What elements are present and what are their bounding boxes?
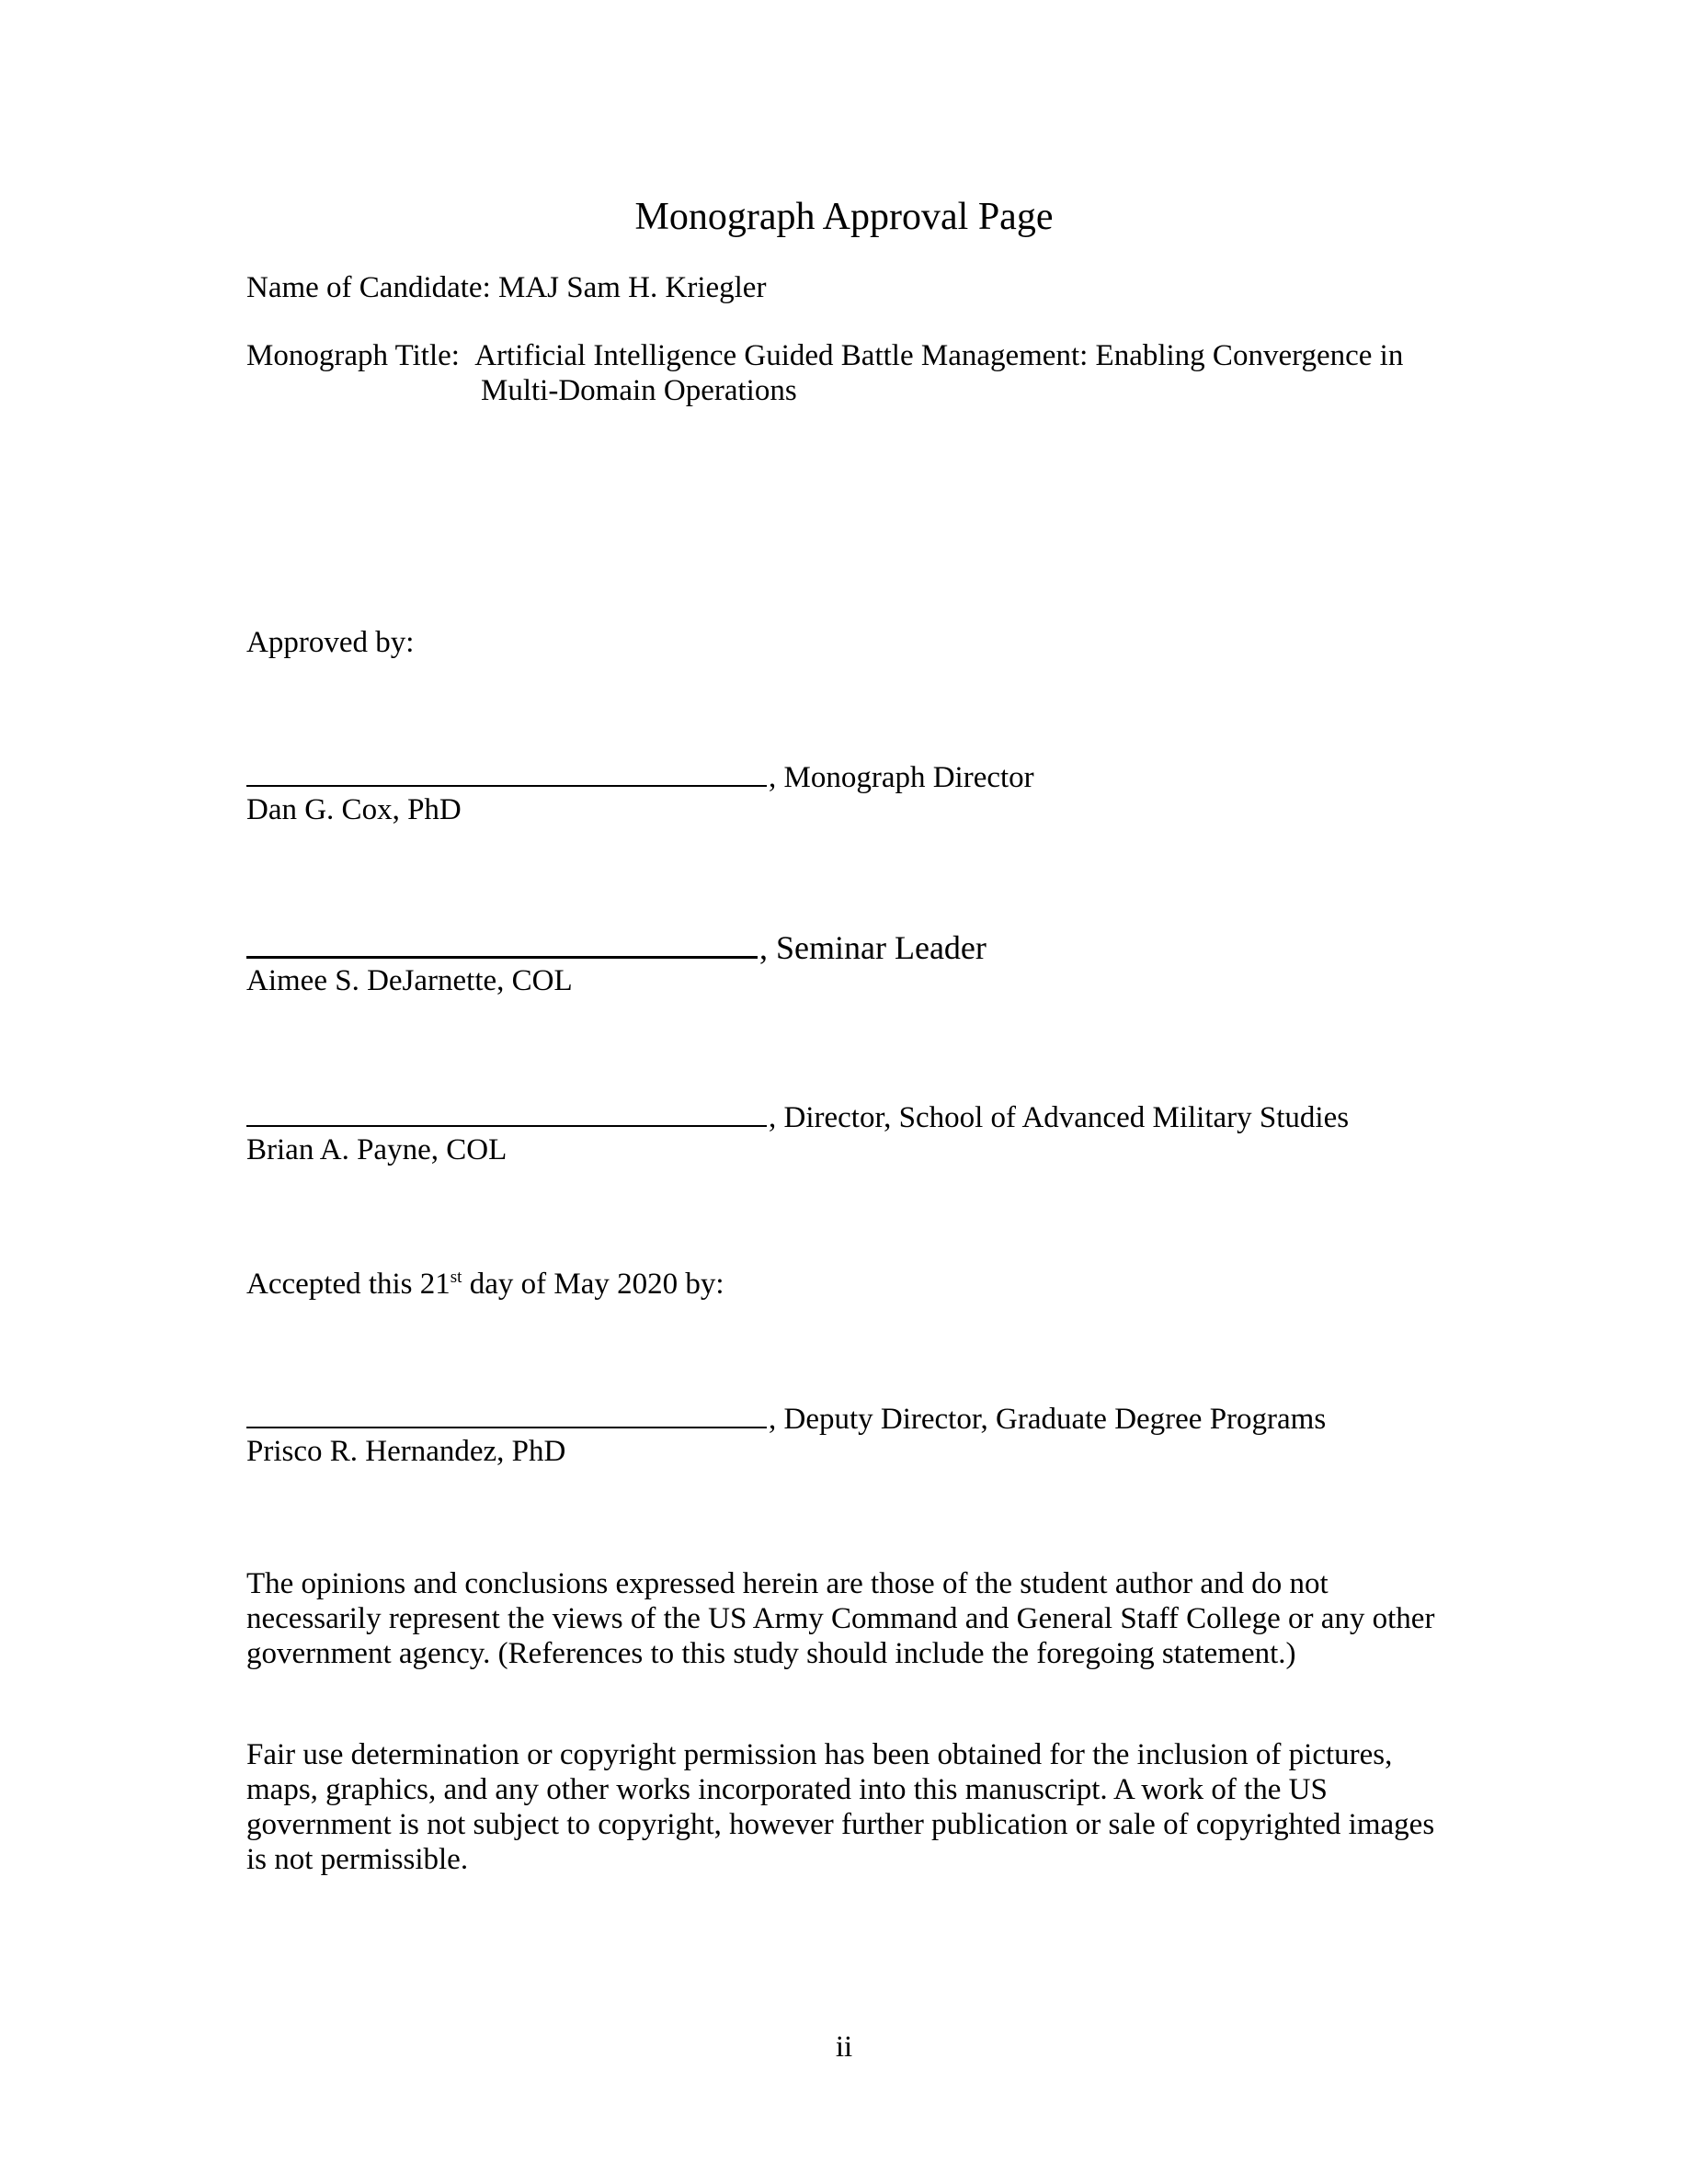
signature-blank bbox=[246, 757, 767, 787]
monograph-title-block bbox=[246, 338, 1403, 373]
signature-line-sams-director bbox=[246, 1098, 1349, 1135]
accepted-suffix: day of May 2020 by: bbox=[462, 1268, 724, 1301]
signatory-name-deputy-director: Prisco R. Hernandez, PhD bbox=[246, 1435, 566, 1468]
approved-by-label: Approved by: bbox=[246, 626, 415, 659]
signature-line-seminar-leader bbox=[246, 928, 987, 967]
signature-blank bbox=[246, 928, 758, 959]
signatory-name-director: Dan G. Cox, PhD bbox=[246, 793, 462, 826]
monograph-title-line-1: Artificial Intelligence Guided Battle Management: Enabling Convergence in bbox=[474, 339, 1404, 372]
candidate-line: Name of Candidate: MAJ Sam H. Kriegler bbox=[246, 271, 767, 304]
accepted-line bbox=[246, 1267, 724, 1302]
signatory-name-seminar-leader: Aimee S. DeJarnette, COL bbox=[246, 964, 573, 997]
signature-role: , Director, School of Advanced Military Studies bbox=[769, 1101, 1350, 1134]
copyright-paragraph: Fair use determination or copyright permission has been obtained for the inclusion of pictures, maps, graphics, and any other works incorporated into this manuscript. A work of the US government is not subject to copyright, however further publication or sale of copyrighted images is not permissible. bbox=[246, 1738, 1435, 1876]
signature-line-deputy-director bbox=[246, 1399, 1326, 1437]
monograph-title-line-2: Multi-Domain Operations bbox=[481, 374, 797, 407]
signature-blank bbox=[246, 1399, 767, 1428]
signatory-name-sams-director: Brian A. Payne, COL bbox=[246, 1133, 508, 1166]
signature-role: , Monograph Director bbox=[769, 761, 1034, 794]
accepted-prefix: Accepted this 21 bbox=[246, 1268, 451, 1301]
monograph-title-label: Monograph Title: bbox=[246, 339, 460, 372]
signature-line-director bbox=[246, 757, 1034, 795]
page-title: Monograph Approval Page bbox=[634, 196, 1054, 238]
disclaimer-paragraph: The opinions and conclusions expressed herein are those of the student author and do not necessarily represent the views of the US Army Command and General Staff College or any other government agency. (References to this study should include the foregoing statement.) bbox=[246, 1567, 1435, 1670]
signature-role: , Deputy Director, Graduate Degree Programs bbox=[769, 1403, 1327, 1436]
signature-role: , Seminar Leader bbox=[759, 929, 987, 966]
accepted-superscript: st bbox=[450, 1268, 462, 1287]
page-number: ii bbox=[835, 2030, 853, 2064]
signature-blank bbox=[246, 1098, 767, 1127]
